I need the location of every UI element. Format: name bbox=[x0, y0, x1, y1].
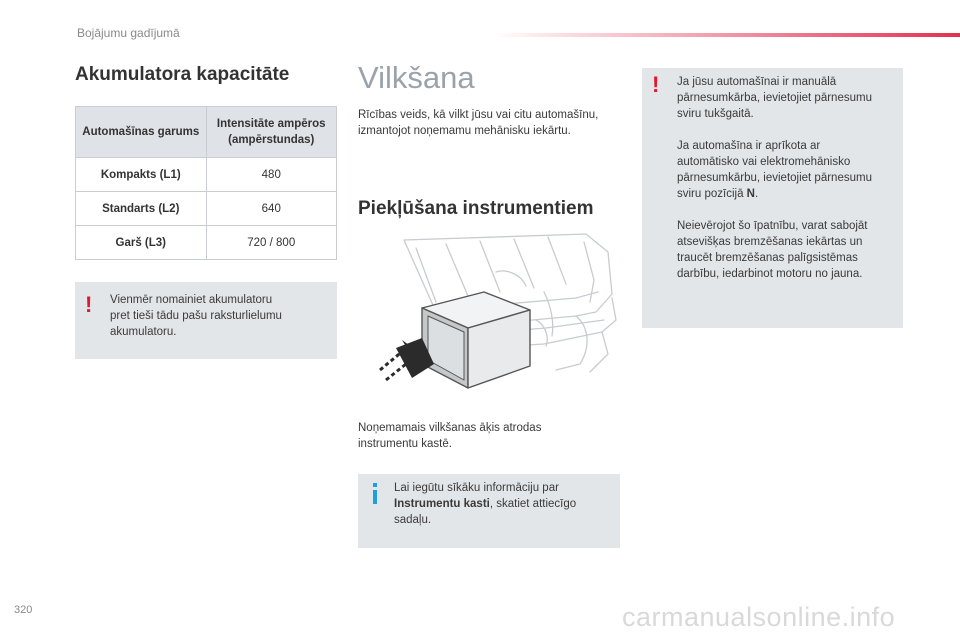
towing-intro-text: Rīcības veids, kā vilkt jūsu vai citu automašīnu, izmantojot noņemamu mehānisku iekārtu. bbox=[358, 109, 599, 137]
tools-location-text: Noņemamais vilkšanas āķis atrodas instrumentu kastē. bbox=[358, 422, 542, 450]
toolbox-illustration bbox=[376, 232, 622, 392]
section-title: Bojājumu gadījumā bbox=[77, 26, 180, 40]
battery-capacity-heading: Akumulatora kapacitāte bbox=[75, 64, 290, 85]
header-accent-bar bbox=[490, 33, 960, 37]
table-cell: 720 / 800 bbox=[206, 226, 337, 260]
table-cell: 480 bbox=[206, 158, 337, 192]
warning-paragraph-manual: Ja jūsu automašīnai ir manuālā pārnesumkārba, ievietojiet pārnesumu sviru tukšgaitā. bbox=[677, 76, 872, 120]
warning-icon: ! bbox=[652, 72, 660, 97]
info-icon-dot bbox=[373, 483, 377, 487]
table-header-row bbox=[76, 107, 337, 158]
table-cell: Standarts (L2) bbox=[76, 192, 207, 226]
table-cell: Kompakts (L1) bbox=[76, 158, 207, 192]
battery-warning-box bbox=[75, 282, 337, 359]
watermark: carmanualsonline.info bbox=[622, 602, 896, 632]
table-cell: Garš (L3) bbox=[76, 226, 207, 260]
table-row bbox=[76, 226, 337, 260]
info-icon bbox=[373, 490, 377, 504]
column-header-length: Automašīnas garums bbox=[76, 107, 207, 158]
column-header-intensity: Intensitāte ampēros (ampērstundas) bbox=[206, 107, 337, 158]
battery-warning-text: Vienmēr nomainiet akumulatoru pret tieši tādu pašu raksturlielumu akumulatoru. bbox=[110, 294, 282, 338]
page-number: 320 bbox=[14, 604, 33, 616]
warning-paragraph-automatic: Ja automašīna ir aprīkota ar automātisko vai elektromehānisko pārnesumkārbu, ievietojiet pārnesumu sviru pozīcijā N. bbox=[677, 140, 872, 200]
table-row bbox=[76, 158, 337, 192]
warning-icon: ! bbox=[85, 292, 93, 317]
table-cell: 640 bbox=[206, 192, 337, 226]
battery-capacity-table bbox=[75, 106, 337, 260]
tools-access-heading: Piekļūšana instrumentiem bbox=[358, 198, 594, 219]
towing-warning-box bbox=[642, 68, 903, 328]
info-box bbox=[358, 474, 620, 548]
warning-paragraph-consequence: Neievērojot šo īpatnību, varat sabojāt atsevišķas bremzēšanas iekārtas un traucēt bremzēšanas palīgsistēmas darbību, iedarbinot motoru no jauna. bbox=[677, 220, 868, 280]
towing-warning-text bbox=[677, 74, 899, 282]
table-row bbox=[76, 192, 337, 226]
towing-heading: Vilkšana bbox=[358, 60, 475, 95]
info-text: Lai iegūtu sīkāku informāciju par Instrumentu kasti, skatiet attiecīgo sadaļu. bbox=[394, 482, 577, 526]
